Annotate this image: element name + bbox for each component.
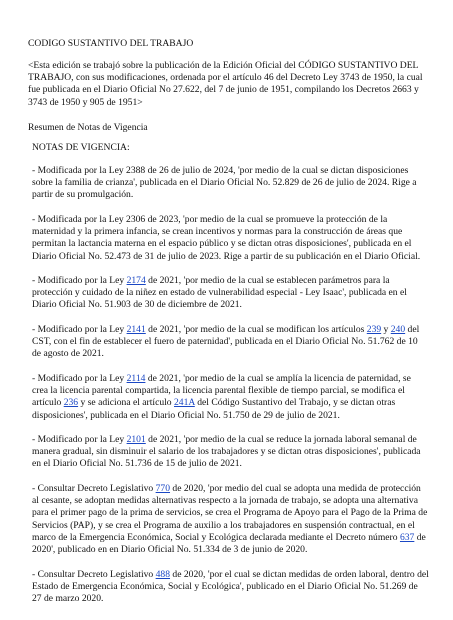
note-text: del CST, con el fin de establecer el fuero de paternidad', publicada en el Diario Oficial No. 51.762 de 10 de agosto de 2021. [32,323,420,360]
law-link[interactable]: 637 [399,531,415,543]
note-text: de 2021, 'por medio de la cual se reduce la jornada laboral semanal de manera gradual, sin disminuir el salario de los trabajadores y se dictan otras disposiciones', publicada en el Diario Oficial No. 51.736 de 15 de julio de 2021. [32,433,421,470]
note-text: de 2021, 'por medio de la cual se modifican los artículos [145,323,367,335]
notas-heading: NOTAS DE VIGENCIA: [32,141,130,153]
note-text: - Modificada por la Ley 2388 de 26 de julio de 2024, 'por medio de la cual se dictan disposiciones sobre la familia de crianza', publicada en el Diario Oficial No. 52.829 de 26 de julio de 2024. Rige a partir de su promulgación. [32,164,417,201]
note-text: y se adiciona el artículo [78,397,174,409]
vigencia-note [32,275,431,312]
law-link[interactable]: 488 [155,568,171,580]
vigencia-note [32,214,431,263]
note-text: del Código Sustantivo del Trabajo, y se dictan otras disposiciones', publicada en el Diario Oficial No. 51.750 de 29 de julio de 2021. [32,397,396,421]
resumen-heading: Resumen de Notas de Vigencia [28,121,148,133]
law-link[interactable]: 2114 [126,372,146,384]
notas-de-vigencia-section [28,142,431,606]
note-text: - Modificado por la Ley [32,372,127,384]
law-link[interactable]: 241A [174,397,195,409]
law-link[interactable]: 239 [366,323,382,335]
note-text: - Modificado por la Ley [32,323,127,335]
law-link[interactable]: 770 [155,482,171,494]
edition-note: <Esta edición se trabajó sobre la publicación de la Edición Oficial del CÓDIGO SUSTANTIVO DEL TRABAJO, con sus modificaciones, ordenada por el artículo 46 del Decreto Ley 3743 de 1950, la cual fue publicada en el Diario Oficial No 27.622, del 7 de junio de 1951, compilando los Decretos 2663 y 3743 de 1950 y 905 de 1951> [28,60,423,108]
vigencia-note [32,569,431,606]
law-link[interactable]: 2101 [126,433,146,445]
note-text: y [381,323,391,335]
vigencia-note [32,324,431,361]
note-text: - Modificado por la Ley [32,274,127,286]
note-text: de 2020, 'por el cual se dictan medidas de orden laboral, dentro del Estado de Emergencia Económica, Social y Ecológica', publicado en el Diario Oficial No. 51.269 de 27 de marzo 2020. [32,568,429,605]
vigencia-note [32,165,431,202]
law-link[interactable]: 240 [390,323,406,335]
law-link[interactable]: 2174 [126,274,146,286]
law-link[interactable]: 2141 [126,323,146,335]
vigencia-note [32,483,431,557]
notes-list [32,165,431,606]
vigencia-note [32,373,431,422]
law-link[interactable]: 236 [63,397,79,409]
note-text: de 2021, 'por medio de la cual se amplía la licencia de paternidad, se crea la licencia parental compartida, la licencia parental flexible de tiempo parcial, se modifica el artículo [32,372,411,409]
note-text: - Consultar Decreto Legislativo [32,568,156,580]
note-text: - Modificada por la Ley 2306 de 2023, 'por medio de la cual se promueve la protección de la maternidad y la primera infancia, se crean incentivos y normas para la construcción de áreas que permitan la lactancia materna en el espacio público y se dictan otras disposiciones', publicada en el Diario Oficial No. 52.473 de 31 de julio de 2023. Rige a partir de su publicación en el Diario Oficial. [32,213,421,262]
note-text: de 2021, 'por medio de la cual se establecen parámetros para la protección y cuidado de la niñez en estado de vulnerabilidad especial - Ley Isaac', publicada en el Diario Oficial No. 51.903 de 30 de diciembre de 2021. [32,274,407,311]
document-title: CODIGO SUSTANTIVO DEL TRABAJO [28,38,194,49]
note-text: de 2020', publicado en en Diario Oficial No. 51.334 de 3 de junio de 2020. [32,531,426,556]
vigencia-note [32,434,431,471]
note-text: - Modificado por la Ley [32,433,127,445]
note-text: - Consultar Decreto Legislativo [32,482,156,494]
note-text: de 2020, 'por medio del cual se adopta una medida de protección al cesante, se adoptan medidas alternativas respecto a la jornada de trabajo, se adopta una alternativa para el primer pago de la prima de servicios, se crea el Programa de Apoyo para el Pago de la Prima de Servicios (PAP), y se crea el Programa de auxilio a los trabajadores en suspensión contractual, en el marco de la Emergencia Económica, Social y Ecológica declarada mediante el Decreto número [32,482,428,543]
